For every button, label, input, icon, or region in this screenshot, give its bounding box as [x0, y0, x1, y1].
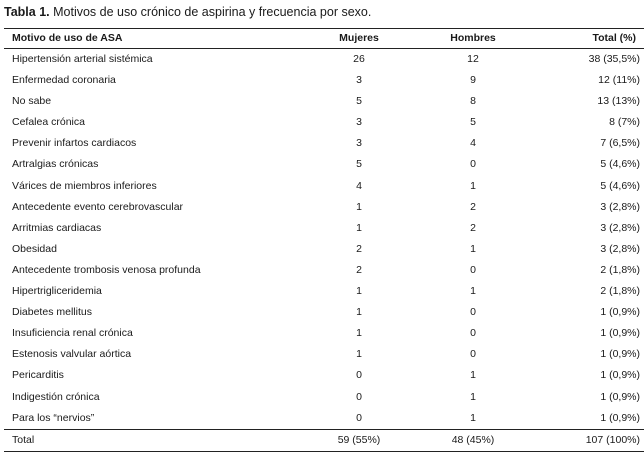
- motivo-cell: Obesidad: [12, 242, 57, 255]
- motivo-cell: Hipertrigliceridemia: [12, 285, 102, 298]
- total-cell: 3 (2,8%): [600, 242, 640, 255]
- hombres-cell: 2: [470, 221, 476, 234]
- mujeres-cell: 0: [356, 411, 362, 424]
- hombres-cell: 2: [470, 200, 476, 213]
- mujeres-cell: 0: [356, 390, 362, 403]
- table-row: [4, 49, 644, 71]
- mujeres-cell: 1: [356, 327, 362, 340]
- total-total-cell: 107 (100%): [532, 429, 644, 451]
- table-row: [4, 281, 644, 302]
- header-motivo: Motivo de uso de ASA: [4, 29, 304, 49]
- mujeres-cell: 2: [356, 242, 362, 255]
- mujeres-cell: 1: [356, 348, 362, 361]
- header-mujeres: Mujeres: [304, 29, 414, 49]
- mujeres-cell: 5: [356, 95, 362, 108]
- motivo-cell: Hipertensión arterial sistémica: [12, 53, 153, 65]
- hombres-cell: 1: [470, 369, 476, 382]
- hombres-cell: 9: [470, 74, 476, 87]
- hombres-cell: 0: [470, 263, 476, 276]
- total-mujeres-cell: 59 (55%): [304, 429, 414, 451]
- table-row: [4, 344, 644, 365]
- hombres-cell: 12: [467, 53, 479, 65]
- motivo-cell: Estenosis valvular aórtica: [12, 348, 132, 361]
- total-hombres-cell: 48 (45%): [414, 429, 532, 451]
- total-cell: 1 (0,9%): [600, 411, 640, 424]
- total-cell: 1 (0,9%): [600, 327, 640, 340]
- hombres-cell: 5: [470, 116, 476, 129]
- mujeres-cell: 2: [356, 263, 362, 276]
- hombres-cell: 1: [470, 390, 476, 403]
- motivo-cell: Para los “nervios”: [12, 411, 95, 424]
- total-cell: 1 (0,9%): [600, 369, 640, 382]
- mujeres-cell: 1: [356, 200, 362, 213]
- total-cell: 5 (4,6%): [600, 179, 640, 192]
- total-cell: 1 (0,9%): [600, 306, 640, 319]
- motivo-cell: Indigestión crónica: [12, 390, 100, 403]
- table-row: [4, 197, 644, 218]
- motivo-cell: Enfermedad coronaria: [12, 74, 116, 87]
- motivo-cell: Diabetes mellitus: [12, 306, 92, 319]
- hombres-cell: 1: [470, 411, 476, 424]
- hombres-cell: 0: [470, 348, 476, 361]
- motivo-cell: No sabe: [12, 95, 52, 108]
- table-row: [4, 112, 644, 133]
- table-row: [4, 176, 644, 197]
- table-row: [4, 133, 644, 154]
- table-header-row: [4, 29, 644, 49]
- motivo-cell: Antecedente evento cerebrovascular: [12, 200, 184, 213]
- aspirin-use-table: [4, 28, 644, 452]
- hombres-cell: 8: [470, 95, 476, 108]
- table-caption: [4, 5, 371, 20]
- motivo-cell: Insuficiencia renal crónica: [12, 327, 133, 340]
- table-body: [4, 49, 644, 452]
- table-row: [4, 70, 644, 91]
- table-row: [4, 323, 644, 344]
- hombres-cell: 4: [470, 137, 476, 150]
- motivo-cell: Arritmias cardiacas: [12, 221, 102, 234]
- total-cell: 3 (2,8%): [600, 200, 640, 213]
- hombres-cell: 0: [470, 158, 476, 171]
- total-motivo-cell: Total: [4, 429, 304, 451]
- motivo-cell: Pericarditis: [12, 369, 64, 382]
- total-cell: 3 (2,8%): [600, 221, 640, 234]
- motivo-cell: Várices de miembros inferiores: [12, 179, 157, 192]
- mujeres-cell: 1: [356, 285, 362, 298]
- motivo-cell: Artralgias crónicas: [12, 158, 99, 171]
- motivo-cell: Prevenir infartos cardiacos: [12, 137, 137, 150]
- table-total-row: [4, 429, 644, 451]
- header-total: Total (%): [532, 29, 644, 49]
- mujeres-cell: 1: [356, 221, 362, 234]
- table-row: [4, 218, 644, 239]
- caption-label: Tabla 1.: [4, 5, 50, 19]
- mujeres-cell: 26: [353, 53, 365, 65]
- mujeres-cell: 0: [356, 369, 362, 382]
- caption-text: Motivos de uso crónico de aspirina y frecuencia por sexo.: [53, 5, 372, 19]
- mujeres-cell: 3: [356, 74, 362, 87]
- total-cell: 2 (1,8%): [600, 263, 640, 276]
- total-cell: 8 (7%): [609, 116, 640, 129]
- hombres-cell: 1: [470, 285, 476, 298]
- total-cell: 2 (1,8%): [600, 285, 640, 298]
- mujeres-cell: 3: [356, 116, 362, 129]
- total-cell: 5 (4,6%): [600, 158, 640, 171]
- table-row: [4, 239, 644, 260]
- hombres-cell: 1: [470, 242, 476, 255]
- hombres-cell: 0: [470, 306, 476, 319]
- total-cell: 12 (11%): [598, 74, 640, 87]
- table-row: [4, 91, 644, 112]
- header-hombres: Hombres: [414, 29, 532, 49]
- hombres-cell: 1: [470, 179, 476, 192]
- table-row: [4, 365, 644, 386]
- motivo-cell: Cefalea crónica: [12, 116, 85, 129]
- motivo-cell: Antecedente trombosis venosa profunda: [12, 263, 201, 276]
- mujeres-cell: 5: [356, 158, 362, 171]
- hombres-cell: 0: [470, 327, 476, 340]
- table-row: [4, 154, 644, 175]
- mujeres-cell: 3: [356, 137, 362, 150]
- total-cell: 13 (13%): [597, 95, 640, 108]
- table-row: [4, 260, 644, 281]
- table-row: [4, 387, 644, 408]
- mujeres-cell: 4: [356, 179, 362, 192]
- total-cell: 7 (6,5%): [600, 137, 640, 150]
- mujeres-cell: 1: [356, 306, 362, 319]
- table-row: [4, 302, 644, 323]
- total-cell: 1 (0,9%): [600, 390, 640, 403]
- total-cell: 38 (35,5%): [588, 53, 640, 65]
- table-row: [4, 408, 644, 430]
- total-cell: 1 (0,9%): [600, 348, 640, 361]
